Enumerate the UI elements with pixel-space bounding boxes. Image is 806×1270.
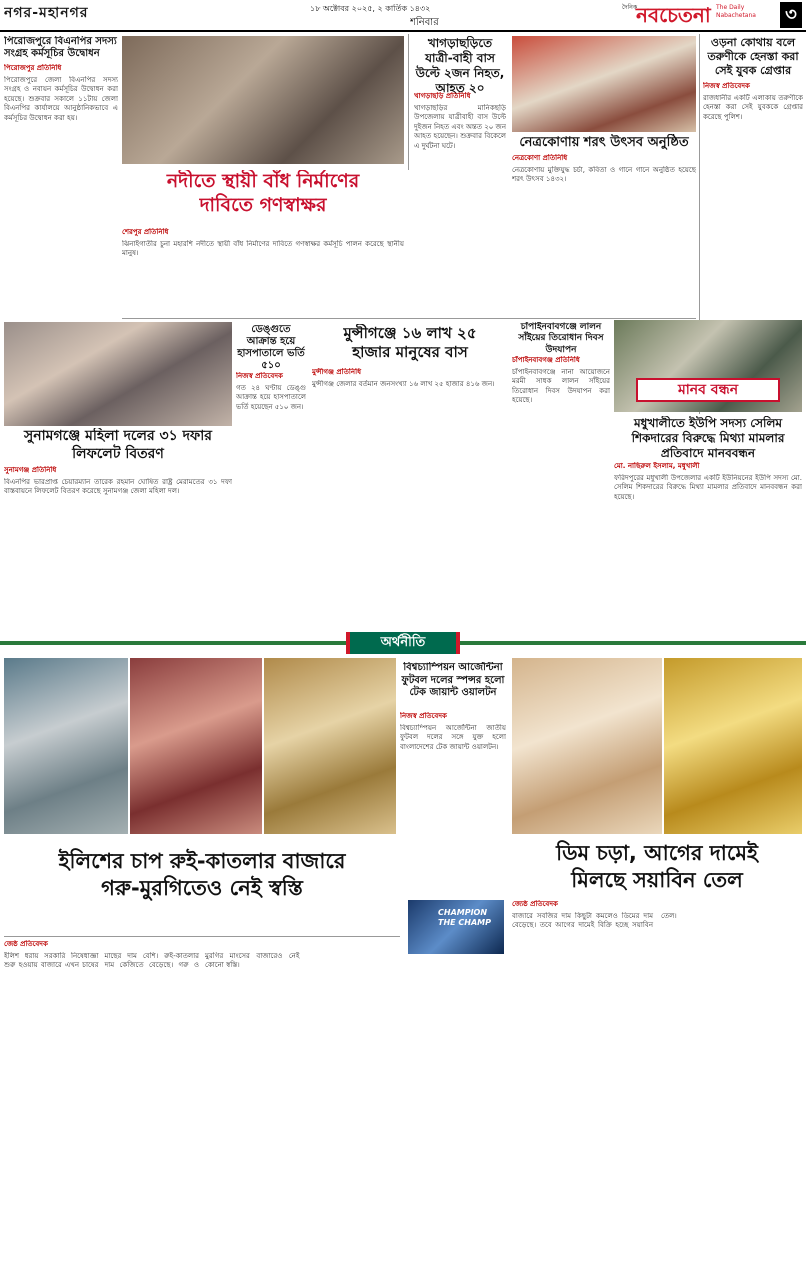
article-byline: মুন্সীগঞ্জ প্রতিনিধি	[312, 368, 361, 376]
article-photo	[122, 36, 404, 164]
article-body: মুন্সীগঞ্জ জেলার বর্তমান জনসংখ্যা ১৬ লাখ ২৫ হাজার ৪১৬ জন।	[312, 380, 495, 388]
article-byline: নিজস্ব প্রতিবেদক	[400, 712, 447, 720]
article-body: খাগড়াছড়ির মানিকছড়ি উপজেলায় যাত্রীবাহী বাস উল্টে দুইজন নিহত এবং অন্তত ২০ জন আহত হয়েছেন। শুক্রবার বিকেলে এ দুর্ঘটনা ঘটে।	[414, 104, 506, 150]
article-body: চাঁপাইনবাবগঞ্জে নানা আয়োজনে মরমী সাধক লালন সাঁইয়ের তিরোধান দিবস উদযাপন করা হয়েছে।	[512, 368, 610, 405]
article-body: রাজধানীর একটি এলাকায় তরুণীকে হেনস্তা করা সেই যুবককে গ্রেপ্তার করেছে পুলিশ।	[703, 94, 803, 121]
article-byline: শেরপুর প্রতিনিধি	[122, 228, 169, 236]
article-headline[interactable]: ডিম চড়া, আগের দামেই মিলছে সয়াবিন তেল	[556, 841, 758, 893]
issue-date: ১৮ অক্টোবর ২০২৫, ২ কার্তিক ১৪৩২	[310, 4, 431, 13]
brand-logo	[620, 2, 780, 28]
article-byline: নেত্রকোণা প্রতিনিধি	[512, 154, 568, 162]
brand-english: The Daily Nabachetana	[716, 4, 756, 20]
article-headline[interactable]: খাগড়াছড়িতে যাত্রী-বাহী বাস উল্টে ২জন নিহত, আহত ২০	[415, 36, 505, 95]
article-byline: নিজস্ব প্রতিবেদক	[703, 82, 750, 90]
brand-name: নবচেতনা	[636, 3, 711, 27]
article-byline: মো. নাছিরুল ইসলাম, মধুখালী	[614, 462, 700, 470]
article-byline: জেষ্ঠ প্রতিবেদক	[4, 940, 48, 948]
article-headline[interactable]: মুন্সীগঞ্জে ১৬ লাখ ২৫ হাজার মানুষের বাস	[343, 324, 477, 361]
section-band	[0, 632, 806, 654]
article-photo	[512, 36, 696, 132]
article-headline[interactable]: মধুখালীতে ইউপি সদস্য সেলিম শিকদারের বিরুদ্ধে মিথ্যা মামলার প্রতিবাদে মানববন্ধন	[631, 416, 785, 460]
brand-prefix: দৈনিক	[622, 4, 638, 11]
article-headline[interactable]: চাঁপাইনবাবগঞ্জে লালন সাঁইয়ের তিরোধান দিবস উদযাপন	[518, 322, 604, 355]
banner-text: মানব বন্ধন	[677, 382, 739, 398]
article-body: নেত্রকোণায় মুক্তিযুদ্ধ চর্চা, কবিতা ও গানে গানে অনুষ্ঠিত হয়েছে শরৎ উৎসব ১৪৩২।	[512, 166, 696, 184]
header-rule	[0, 30, 806, 32]
article-byline: চাঁপাইনবাবগঞ্জ প্রতিনিধি	[512, 356, 580, 364]
article-body: ঝিনাইগাতীর চুনা মহারশি নদীতে স্থায়ী বাঁধ নির্মাণের দাবিতে গণস্বাক্ষর কর্মসূচি পালন করেছে স্থানীয় মানুষ।	[122, 240, 404, 258]
article-byline: সুনামগঞ্জ প্রতিনিধি	[4, 466, 57, 474]
article-body: ইলিশ ধরায় সরকারি নিষেধাজ্ঞা শুরু হওয়ায় বাজারে এখন চাষের মাছের দাম বেশি। রুই-কাতলার দাম কেজিতে বেড়েছে। গরু ও মুরগির মাংসের বাজারেও নেই কোনো স্বস্তি।	[4, 952, 300, 970]
article-photo	[614, 320, 802, 412]
article-headline[interactable]: নেত্রকোণায় শরৎ উৎসব অনুষ্ঠিত	[519, 135, 689, 150]
ad-text: CHAMPION THE CHAMP	[438, 908, 491, 927]
fish-photo	[4, 658, 128, 834]
article-body: বাজারে সবজির দাম কিছুটা কমলেও ডিমের দাম বেড়েছে। তবে আগের দামেই বিক্রি হচ্ছে সয়াবিন তেল।	[512, 912, 677, 930]
article-byline: পিরোজপুর প্রতিনিধি	[4, 64, 62, 72]
page-number: ৩	[780, 2, 802, 28]
article-headline[interactable]: ডেঙ্গুতে আক্রান্ত হয়ে হাসপাতালে ভর্তি ৫১০	[237, 324, 305, 371]
section-divider	[122, 318, 696, 319]
chicken-photo	[264, 658, 396, 834]
article-photo	[4, 322, 232, 426]
section-title: নগর-মহানগর	[4, 5, 89, 21]
section-label[interactable]: অর্থনীতি	[346, 632, 460, 654]
column-divider	[408, 34, 409, 170]
article-byline: খাগড়াছড়ি প্রতিনিধি	[414, 92, 471, 100]
article-body: বিএনপির ভারপ্রাপ্ত চেয়ারম্যান তারেক রহমান ঘোষিত রাষ্ট্র মেরামতের ৩১ দফা বাস্তবায়নে লিফলেট বিতরণ করেছে সুনামগঞ্জ জেলা মহিলা দল।	[4, 478, 232, 496]
article-body: বিশ্বচ্যাম্পিয়ন আর্জেন্টিনা জাতীয় ফুটবল দলের সঙ্গে যুক্ত হলো বাংলাদেশের টেক জায়ান্ট ওয়ালটন।	[400, 724, 506, 751]
meat-photo	[130, 658, 262, 834]
article-headline[interactable]: ইলিশের চাপ রুই-কাতলার বাজারে গরু-মুরগিতেও নেই স্বস্তি	[58, 849, 346, 901]
article-headline[interactable]: বিশ্বচ্যাম্পিয়ন আর্জেন্টিনা ফুটবল দলের স্পন্সর হলো টেক জায়ান্ট ওয়ালটন	[401, 662, 505, 698]
article-byline: নিজস্ব প্রতিবেদক	[236, 372, 283, 380]
article-byline: জ্যেষ্ঠ প্রতিবেদক	[512, 900, 558, 908]
walton-ad	[408, 900, 504, 954]
article-body: গত ২৪ ঘণ্টায় ডেঙ্গু আক্রান্ত হয়ে হাসপাতালে ভর্তি হয়েছেন ৫১০ জন।	[236, 384, 306, 411]
section-divider	[4, 936, 400, 937]
issue-day: শনিবার	[410, 17, 439, 28]
article-body: পিরোজপুরে জেলা বিএনপির সদস্য সংগ্রহ ও নবায়ন কর্মসূচির উদ্বোধন করা হয়েছে। শুক্রবার সকালে ১১টায় জেলা বিএনপির কার্যালয়ে আনুষ্ঠানিকভাবে এ কর্মসূচির উদ্বোধন করা হয়।	[4, 76, 118, 122]
article-body: ফরিদপুরের মধুখালী উপজেলার একটি ইউনিয়নের ইউপি সদস্য মো. সেলিম শিকদারের বিরুদ্ধে মিথ্যা মামলার প্রতিবাদে মানববন্ধন করা হয়েছে।	[614, 474, 802, 501]
oil-photo	[664, 658, 802, 834]
article-headline[interactable]: ওড়না কোথায় বলে তরুণীকে হেনস্তা করা সেই যুবক গ্রেপ্তার	[707, 36, 799, 77]
egg-photo	[512, 658, 662, 834]
article-headline[interactable]: নদীতে স্থায়ী বাঁধ নির্মাণের দাবিতে গণস্বাক্ষর	[166, 170, 360, 216]
article-headline[interactable]: সুনামগঞ্জে মহিলা দলের ৩১ দফার লিফলেট বিতরণ	[24, 428, 212, 462]
article-headline[interactable]: পিরোজপুরে বিএনপির সদস্য সংগ্রহ কর্মসূচির উদ্বোধন	[4, 36, 117, 59]
